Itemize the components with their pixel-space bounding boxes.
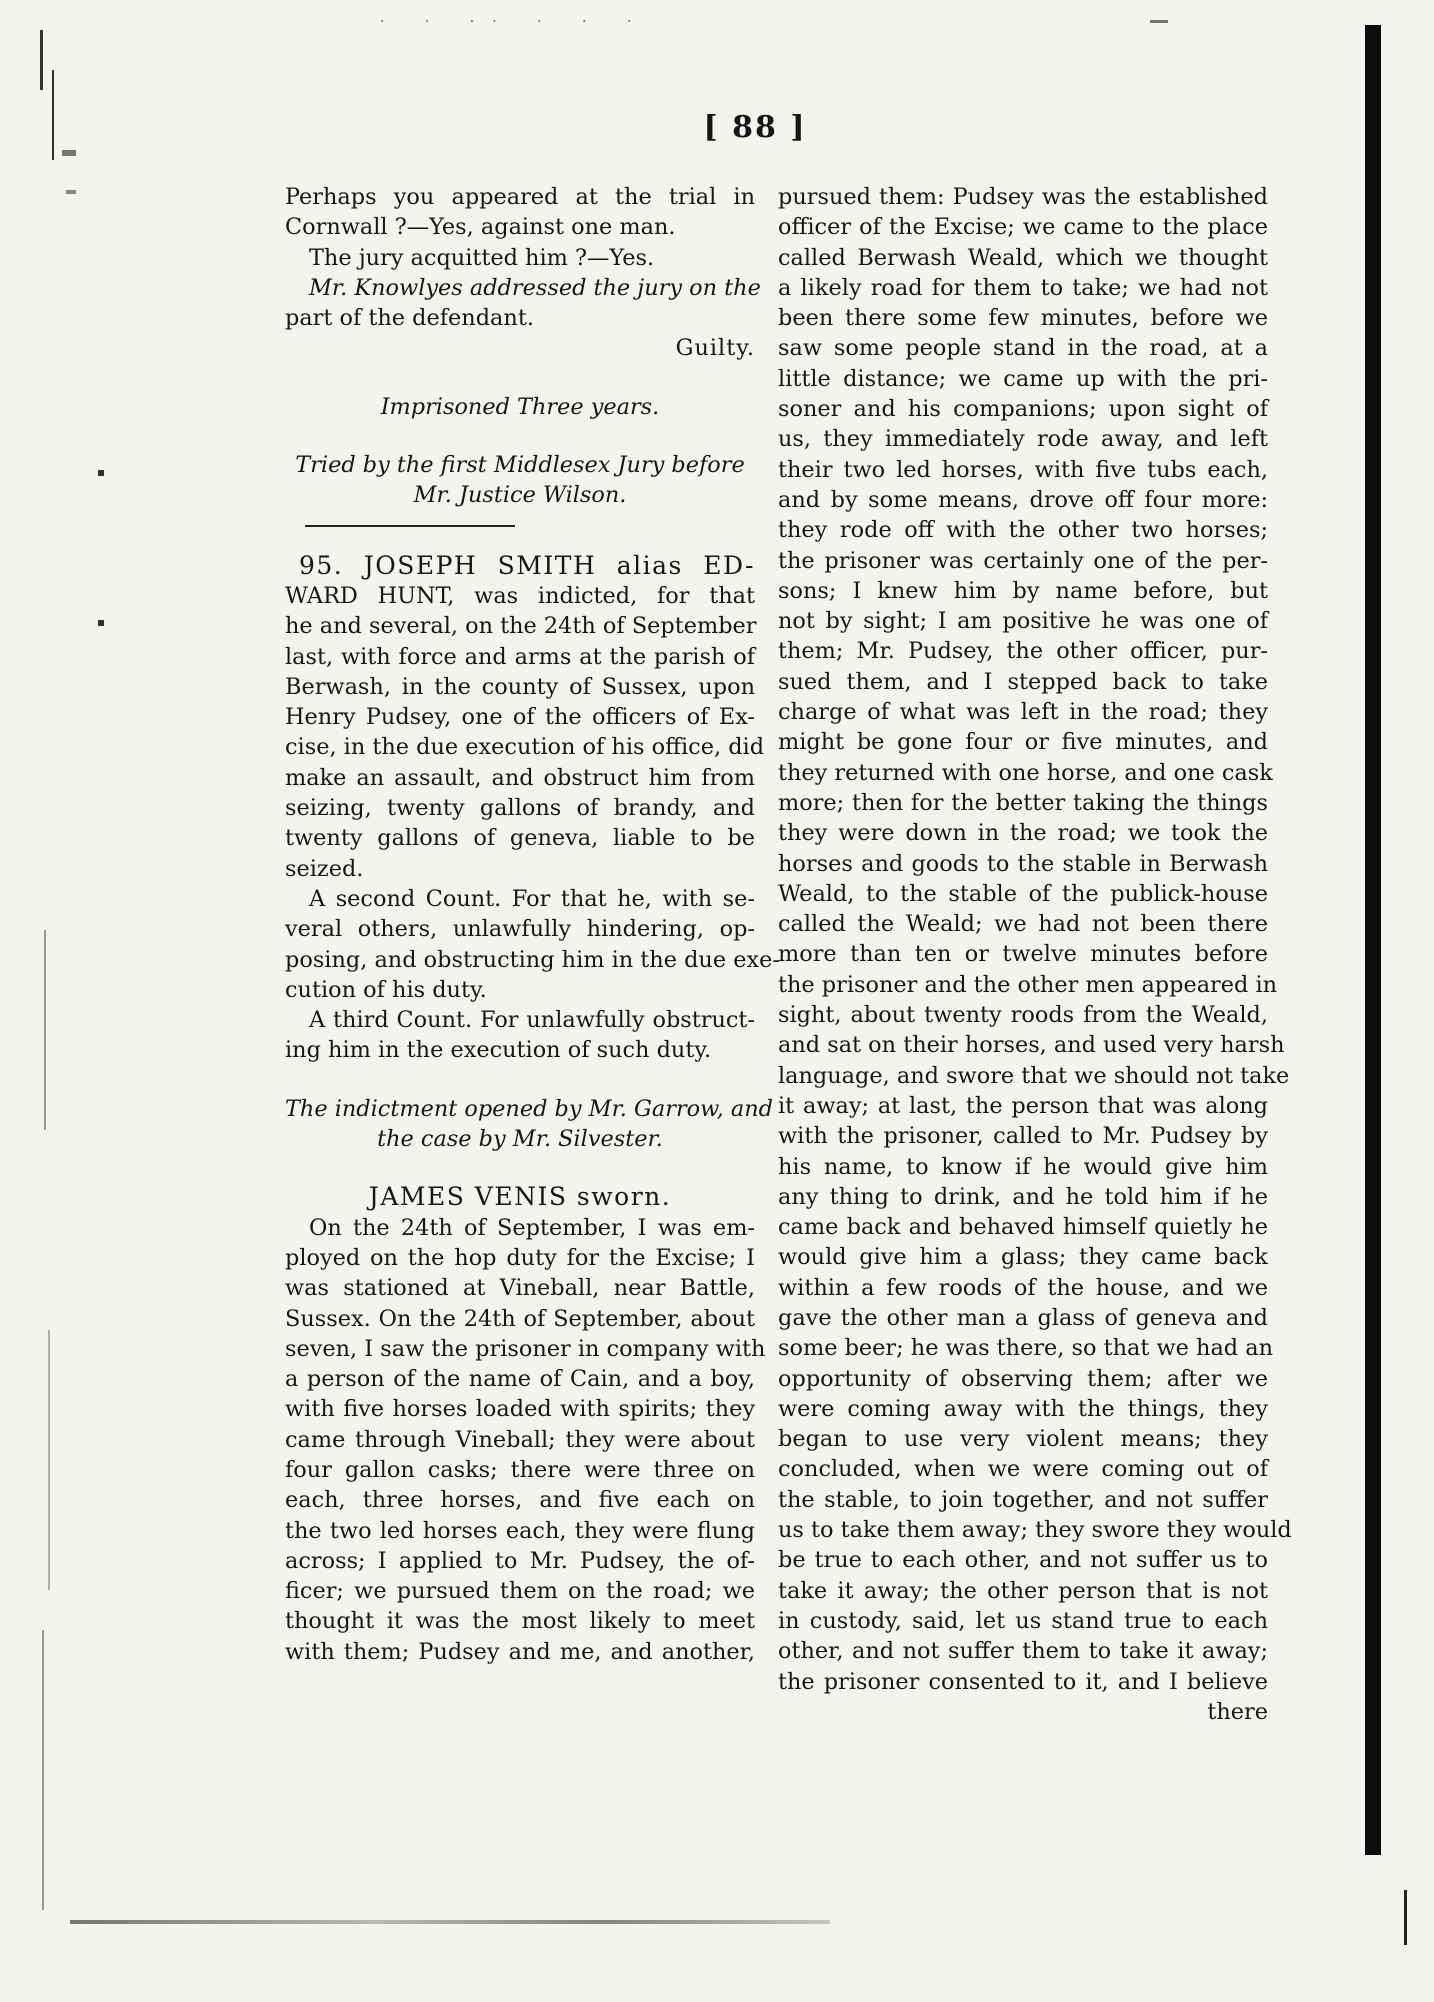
text-line: officer of the Excise; we came to the place [778, 214, 1268, 241]
text-line: the two led horses each, they were flung [285, 1517, 755, 1544]
text-line: A second Count. For that he, with se- [309, 885, 755, 912]
text-line: veral others, unlawfully hindering, op- [285, 916, 755, 943]
text-line: the prisoner consented to it, and I believe [778, 1668, 1268, 1695]
text-line: he and several, on the 24th of September [285, 613, 757, 640]
text-line: Mr. Knowlyes addressed the jury on the [309, 274, 761, 301]
text-line: they returned with one horse, and one cask [778, 759, 1273, 786]
text-line: The jury acquitted him ?—Yes. [309, 244, 655, 271]
indictment-note: The indictment opened by Mr. Garrow, and [285, 1095, 774, 1122]
text-line: was stationed at Vineball, near Battle, [285, 1275, 755, 1302]
text-line: the stable, to join together, and not suffer [778, 1486, 1268, 1513]
text-line: came through Vineball; they were about [285, 1426, 755, 1453]
jury-note: Tried by the first Middlesex Jury before [295, 452, 745, 479]
text-line: sight, about twenty roods from the Weald, [778, 1002, 1268, 1029]
text-line: might be gone four or five minutes, and [778, 729, 1268, 756]
text-line: they were down in the road; we took the [778, 820, 1268, 847]
text-line: ing him in the execution of such duty. [285, 1037, 712, 1064]
text-line: be true to each other, and not suffer us to [778, 1547, 1268, 1574]
text-line: a person of the name of Cain, and a boy, [285, 1366, 755, 1393]
text-line: the prisoner was certainly one of the per- [778, 547, 1268, 574]
text-line: Sussex. On the 24th of September, about [285, 1305, 755, 1332]
text-line: more; then for the better taking the things [778, 789, 1268, 816]
right-column [778, 182, 1292, 1727]
text-line: each, three horses, and five each on [285, 1487, 755, 1514]
text-line: and by some means, drove off four more: [778, 486, 1268, 513]
text-line: soner and his companions; upon sight of [778, 396, 1268, 423]
text-line: been there some few minutes, before we [778, 305, 1268, 332]
text-line: opportunity of observing them; after we [778, 1365, 1268, 1392]
text-line: called Berwash Weald, which we thought [778, 244, 1268, 271]
text-line: saw some people stand in the road, at a [778, 335, 1268, 362]
text-line: seizing, twenty gallons of brandy, and [285, 795, 755, 822]
scan-edge-mark [1404, 1890, 1407, 1945]
text-line: were coming away with the things, they [778, 1395, 1268, 1422]
text-line: his name, to know if he would give him [778, 1153, 1268, 1180]
text-line: Cornwall ?—Yes, against one man. [285, 214, 676, 241]
text-line: called the Weald; we had not been there [778, 911, 1268, 938]
text-line: ficer; we pursued them on the road; we [285, 1578, 755, 1605]
scan-edge-left [40, 30, 80, 1990]
page-number: [ 88 ] [703, 110, 807, 145]
scan-binding-shadow [1365, 25, 1381, 1855]
text-line: other, and not suffer them to take it away; [778, 1638, 1268, 1665]
indictment-note: the case by Mr. Silvester. [377, 1126, 663, 1153]
text-line: language, and swore that we should not take [778, 1062, 1290, 1089]
text-line: them; Mr. Pudsey, the other officer, pur- [778, 638, 1268, 665]
text-line: us to take them away; they swore they would [778, 1517, 1292, 1544]
text-line: ployed on the hop duty for the Excise; I [285, 1244, 755, 1271]
sentence: Imprisoned Three years. [380, 393, 660, 420]
text-line: a likely road for them to take; we had not [778, 274, 1268, 301]
text-line: cution of his duty. [285, 976, 487, 1003]
text-line: gave the other man a glass of geneva and [778, 1304, 1268, 1331]
text-line: Berwash, in the county of Sussex, upon [285, 673, 755, 700]
text-line: across; I applied to Mr. Pudsey, the of- [285, 1547, 755, 1574]
judge-note: Mr. Justice Wilson. [413, 482, 627, 509]
verdict: Guilty. [675, 335, 755, 362]
scan-noise-dash [1150, 20, 1168, 23]
text-line: Weald, to the stable of the publick-house [778, 880, 1268, 907]
text-line: pursued them: Pudsey was the established [778, 184, 1268, 210]
text-line: A third Count. For unlawfully obstruct- [309, 1007, 755, 1034]
text-line: charge of what was left in the road; they [778, 699, 1268, 726]
text-line: little distance; we came up with the pri- [778, 365, 1268, 392]
text-line: in custody, said, let us stand true to each [778, 1607, 1268, 1634]
text-line: and sat on their horses, and used very harsh [778, 1032, 1285, 1059]
text-line: Henry Pudsey, one of the officers of Ex- [285, 704, 755, 731]
text-line: they rode off with the other two horses; [778, 517, 1268, 544]
text-line: would give him a glass; they came back [778, 1244, 1268, 1271]
text-line: last, with force and arms at the parish of [285, 643, 755, 670]
text-line: us, they immediately rode away, and left [778, 426, 1268, 453]
text-line: with five horses loaded with spirits; they [285, 1396, 755, 1423]
text-line: Perhaps you appeared at the trial in [285, 184, 755, 210]
text-line: any thing to drink, and he told him if he [778, 1183, 1268, 1210]
text-line: part of the defendant. [285, 305, 534, 332]
text-line: cise, in the due execution of his office, did [285, 734, 765, 761]
text-line: sued them, and I stepped back to take [778, 668, 1268, 695]
text-line: concluded, when we were coming out of [778, 1456, 1268, 1483]
text-line: some beer; he was there, so that we had an [778, 1335, 1274, 1362]
section-divider [305, 525, 515, 527]
text-line: take it away; the other person that is not [778, 1577, 1268, 1604]
witness-heading: JAMES VENIS sworn. [368, 1182, 672, 1212]
catchword: there [1207, 1698, 1268, 1725]
text-line: came back and behaved himself quietly he [778, 1214, 1268, 1241]
text-line: horses and goods to the stable in Berwash [778, 850, 1268, 877]
text-line: it away; at last, the person that was along [778, 1092, 1268, 1119]
text-line: four gallon casks; there were three on [285, 1456, 755, 1483]
text-line: make an assault, and obstruct him from [285, 764, 755, 791]
text-line: seized. [285, 855, 364, 882]
text-line: with the prisoner, called to Mr. Pudsey by [778, 1123, 1268, 1150]
text-line: twenty gallons of geneva, liable to be [285, 825, 755, 852]
text-line: WARD HUNT, was indicted, for that [285, 582, 755, 609]
text-line: On the 24th of September, I was em- [309, 1214, 755, 1241]
text-line: not by sight; I am positive he was one of [778, 608, 1268, 635]
text-line: thought it was the most likely to meet [285, 1608, 755, 1635]
text-line: seven, I saw the prisoner in company with [285, 1335, 766, 1362]
left-column [285, 182, 780, 1667]
scan-noise-top: · · ·· · · · [380, 14, 650, 30]
text-line: their two led horses, with five tubs each, [778, 456, 1268, 483]
text-line: began to use very violent means; they [778, 1426, 1268, 1453]
text-line: the prisoner and the other men appeared in [778, 971, 1278, 998]
text-line: with them; Pudsey and me, and another, [285, 1638, 755, 1665]
text-line: within a few roods of the house, and we [778, 1274, 1268, 1301]
text-line: sons; I knew him by name before, but [778, 577, 1268, 604]
text-line: posing, and obstructing him in the due exe- [285, 946, 780, 973]
text-line: more than ten or twelve minutes before [778, 941, 1268, 968]
scan-smear-bottom [70, 1920, 830, 1924]
case-heading: 95. JOSEPH SMITH alias ED- [299, 550, 755, 580]
